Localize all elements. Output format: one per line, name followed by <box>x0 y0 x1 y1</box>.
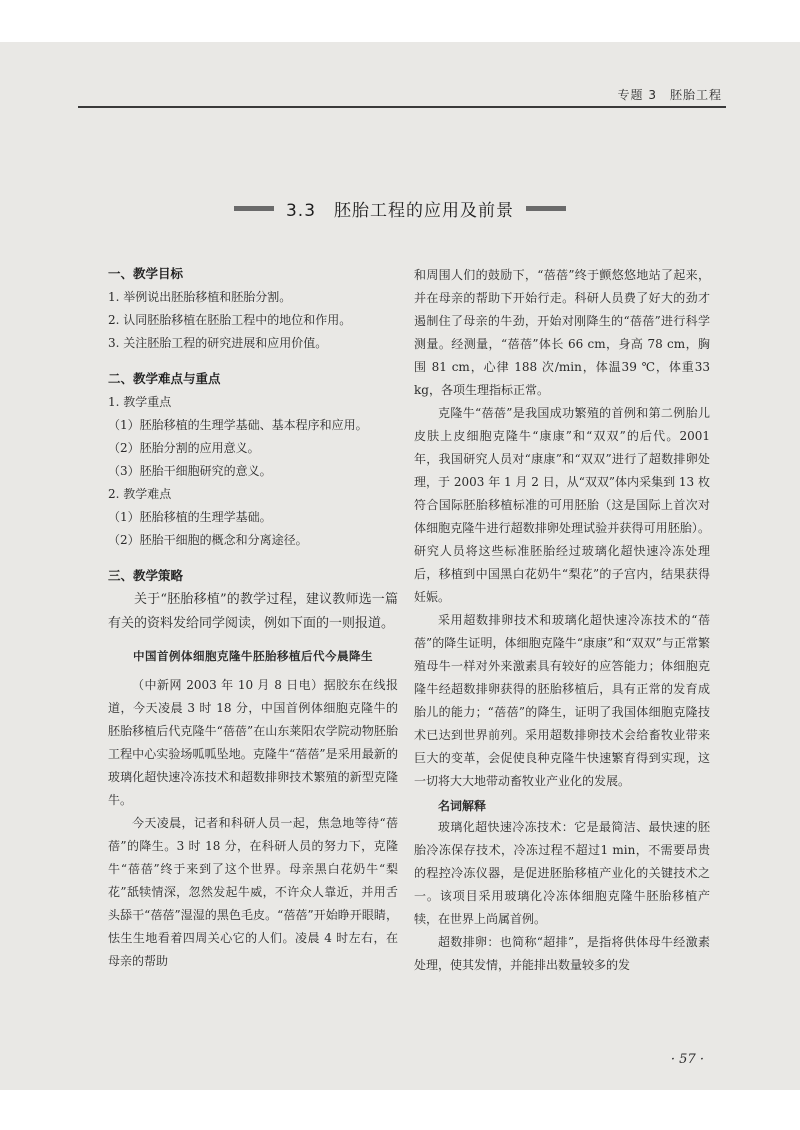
difficulty-heading: 二、教学难点与重点 <box>108 371 221 386</box>
title-bar-left <box>234 206 274 211</box>
key-points-label: 1. 教学重点 <box>108 395 172 409</box>
news-paragraph: 克隆牛“蓓蓓”是我国成功繁殖的首例和第二例胎儿皮肤上皮细胞克隆牛“康康”和“双双”的后代。2001 年，我国研究人员对“康康”和“双双”进行了超数排卵处理，于 2003 年 1 月 2 日，从“双双”体内采集到 13 枚符合国际胚胎移植标准的可用胚胎（这是国际上首次对体细胞克隆牛进行超数排卵处理试验并获得可用胚胎）。研究人员将这些标准胚胎经过玻璃化超快速冷冻处理后，移植到中国黑白花奶牛“梨花”的子宫内，结果获得妊娠。 <box>414 406 710 604</box>
goal-item: 3. 关注胚胎工程的研究进展和应用价值。 <box>108 336 328 350</box>
section-title: 3.3 胚胎工程的应用及前景 <box>285 201 515 221</box>
running-header: 专题 3 胚胎工程 <box>617 88 722 102</box>
difficulty-item: （2）胚胎干细胞的概念和分离途径。 <box>108 533 308 547</box>
title-bar-right <box>526 206 566 211</box>
glossary-heading: 名词解释 <box>438 799 487 813</box>
glossary-entry: 玻璃化超快速冷冻技术：它是最简洁、最快速的胚胎冷冻保存技术，冷冻过程不超过1 min，不需要昂贵的程控冷冻仪器，是促进胚胎移植产业化的关键技术之一。该项目采用玻璃化冷冻体细胞克隆牛胚胎移植产犊，在世界上尚属首例。 <box>414 820 710 926</box>
goal-item: 2. 认同胚胎移植在胚胎工程中的地位和作用。 <box>108 313 352 327</box>
page-number: · 57 · <box>670 1052 704 1067</box>
news-title: 中国首例体细胞克隆牛胚胎移植后代今晨降生 <box>133 649 373 663</box>
goals-heading: 一、教学目标 <box>108 266 184 281</box>
news-paragraph: 和周围人们的鼓励下，“蓓蓓”终于颤悠悠地站了起来，并在母亲的帮助下开始行走。科研人员费了好大的劲才遏制住了母亲的牛劲，开始对刚降生的“蓓蓓”进行科学测量。经测量，“蓓蓓”体长 66 cm，身高 78 cm，胸围 81 cm，心律 188 次/min，体温39 ℃，体重33 kg，各项生理指标正常。 <box>414 268 710 397</box>
news-paragraph: （中新网 2003 年 10 月 8 日电）据胶东在线报道，今天凌晨 3 时 18 分，中国首例体细胞克隆牛的胚胎移植后代克隆牛“蓓蓓”在山东莱阳农学院动物胚胎工程中心实验场呱呱坠地。克隆牛“蓓蓓”是采用最新的玻璃化超快速冷冻技术和超数排卵技术繁殖的新型克隆牛。 <box>108 678 398 807</box>
key-point-item: （1）胚胎移植的生理学基础、基本程序和应用。 <box>108 418 368 432</box>
header-rule <box>78 106 726 108</box>
strategy-heading: 三、教学策略 <box>108 568 184 583</box>
strategy-text: 关于“胚胎移植”的教学过程，建议教师选一篇有关的资料发给同学阅读，例如下面的一则报道。 <box>108 592 398 631</box>
right-column <box>414 264 710 977</box>
glossary-entry: 超数排卵：也简称“超排”，是指将供体母牛经激素处理，使其发情，并能排出数量较多的发 <box>414 935 710 972</box>
key-point-item: （2）胚胎分割的应用意义。 <box>108 441 260 455</box>
key-point-item: （3）胚胎干细胞研究的意义。 <box>108 464 272 478</box>
news-paragraph: 今天凌晨，记者和科研人员一起，焦急地等待“蓓蓓”的降生。3 时 18 分，在科研人员的努力下，克隆牛“蓓蓓”终于来到了这个世界。母亲黑白花奶牛“梨花”舐犊情深，忽然发起牛威，不许众人靠近，并用舌头舔干“蓓蓓”湿湿的黑色毛皮。“蓓蓓”开始睁开眼睛，怯生生地看着四周关心它的人们。凌晨 4 时左右，在母亲的帮助 <box>108 816 398 968</box>
news-paragraph: 采用超数排卵技术和玻璃化超快速冷冻技术的“蓓蓓”的降生证明，体细胞克隆牛“康康”和“双双”与正常繁殖母牛一样对外来激素具有较好的应答能力；体细胞克隆牛经超数排卵获得的胚胎移植后，具有正常的发育成胎儿的能力；“蓓蓓”的降生，证明了我国体细胞克隆技术已达到世界前列。采用超数排卵技术会给畜牧业带来巨大的变革，会促使良种克隆牛快速繁育得到实现，这一切将大大地带动畜牧业产业化的发展。 <box>414 613 710 788</box>
left-column <box>108 264 398 973</box>
difficulty-item: （1）胚胎移植的生理学基础。 <box>108 510 272 524</box>
goal-item: 1. 举例说出胚胎移植和胚胎分割。 <box>108 290 292 304</box>
section-title-row <box>220 196 580 221</box>
difficulty-label: 2. 教学难点 <box>108 487 172 501</box>
